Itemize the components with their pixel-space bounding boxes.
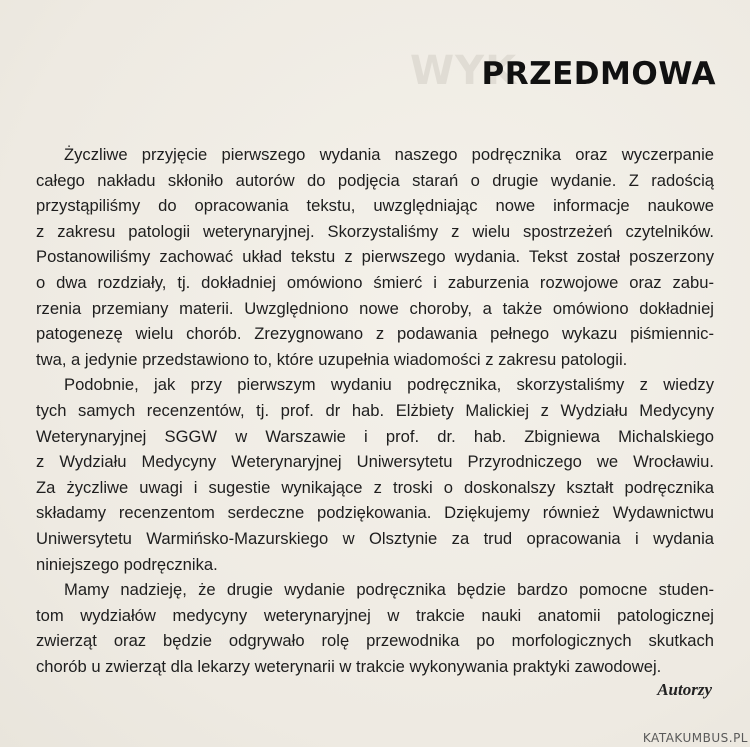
- bleed-through-heading: WYK: [410, 48, 518, 94]
- text-line: Weterynaryjnej SGGW w Warszawie i prof. dr. hab. Zbigniewa Michalskiego: [36, 426, 714, 446]
- paragraph-1: [36, 142, 714, 372]
- text-line: niniejszego podręcznika.: [36, 554, 218, 574]
- page-title: PRZEDMOWA: [481, 56, 716, 92]
- text-line: tom wydziałów medycyny weterynaryjnej w trakcie nauki anatomii patologicznej: [36, 605, 714, 625]
- preface-text: [36, 142, 714, 679]
- text-line: o dwa rozdziały, tj. dokładniej omówiono śmierć i zaburzenia rozwojowe oraz zabu-: [36, 272, 714, 292]
- text-line: patogenezę wielu chorób. Zrezygnowano z podawania pełnego wykazu piśmiennic-: [36, 324, 714, 344]
- paragraph-2: [36, 372, 714, 577]
- text-line: z Wydziału Medycyny Weterynaryjnej Uniwersytetu Przyrodniczego we Wrocławiu.: [36, 452, 714, 472]
- text-line: całego nakładu skłoniło autorów do podjęcia starań o drugie wydanie. Z radością: [36, 170, 714, 190]
- text-line: tych samych recenzentów, tj. prof. dr hab. Elżbiety Malickiej z Wydziału Medycyny: [36, 400, 714, 420]
- text-line: zwierząt oraz będzie odgrywało rolę przewodnika po morfologicznych skutkach: [36, 631, 714, 651]
- text-line: Mamy nadzieję, że drugie wydanie podręcznika będzie bardzo pomocne studen-: [64, 580, 714, 600]
- text-line: Uniwersytetu Warmińsko-Mazurskiego w Olsztynie za trud opracowania i wydania: [36, 528, 714, 548]
- text-line: twa, a jedynie przedstawiono to, które uzupełnia wiadomości z zakresu patologii.: [36, 349, 628, 369]
- text-line: Życzliwe przyjęcie pierwszego wydania naszego podręcznika oraz wyczerpanie: [64, 145, 714, 164]
- text-line: Postanowiliśmy zachować układ tekstu z pierwszego wydania. Tekst został poszerzony: [36, 247, 714, 267]
- text-line: z zakresu patologii weterynaryjnej. Skorzystaliśmy z wielu spostrzeżeń czytelników.: [36, 221, 714, 241]
- text-line: rzenia przemiany materii. Uwzględniono nowe choroby, a także omówiono dokładniej: [36, 298, 714, 318]
- text-line: składamy recenzentom serdeczne podziękowania. Dziękujemy również Wydawnictwu: [36, 503, 714, 523]
- text-line: Za życzliwe uwagi i sugestie wynikające z troski o doskonalszy kształt podręcznika: [36, 477, 714, 497]
- text-line: chorób u zwierząt dla lekarzy weterynarii w trakcie wykonywania praktyki zawodowej.: [36, 656, 662, 676]
- text-line: Podobnie, jak przy pierwszym wydaniu podręcznika, skorzystaliśmy z wiedzy: [64, 375, 714, 395]
- paragraph-3: [36, 577, 714, 679]
- text-line: przystąpiliśmy do opracowania tekstu, uwzględniając nowe informacje naukowe: [36, 196, 714, 216]
- site-watermark: KATAKUMBUS.PL: [642, 731, 748, 745]
- signature-authors: Autorzy: [657, 680, 712, 699]
